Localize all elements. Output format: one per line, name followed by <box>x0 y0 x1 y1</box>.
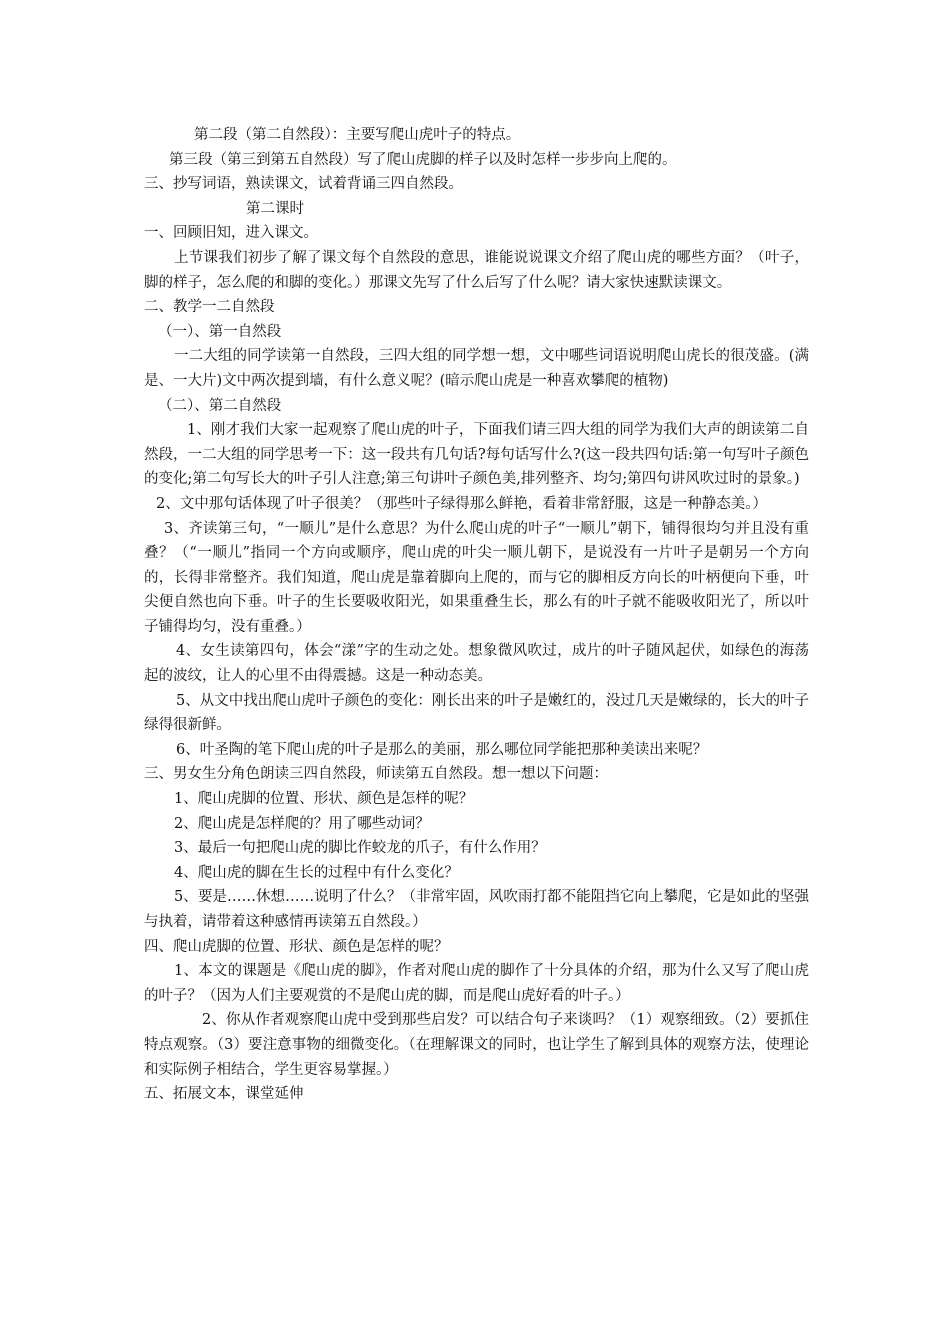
question-2-how-climb: 2、爬山虎是怎样爬的？用了哪些动词？ <box>174 815 430 832</box>
paragraph-review-question: 上节课我们初步了解了课文每个自然段的意思，谁能说说课文介绍了爬山虎的哪些方面？（叶子，脚的样子，怎么爬的和脚的变化。）那课文先写了什么后写了什么呢？请大家快速默读课文。 <box>144 249 809 291</box>
question-4-foot-change: 4、爬山虎的脚在生长的过程中有什么变化？ <box>174 864 459 881</box>
heading-teach-paragraphs-1-2: 二、教学一二自然段 <box>144 299 275 316</box>
paragraph-section-2-summary: 第二段（第二自然段）：主要写爬山虎叶子的特点。 <box>194 127 521 143</box>
item-1-lesson-title: 1、本文的课题是《爬山虎的脚》，作者对爬山虎的脚作了十分具体的介绍，那为什么又写了爬山虎的叶子？（因为人们主要观赏的不是爬山虎的脚，而是爬山虎好看的叶子。） <box>144 963 809 1004</box>
item-4-yang-character: 4、女生读第四句，体会“漾”字的生动之处。想象微风吹过，成片的叶子随风起伏，如绿色的海荡起的波纹，让人的心里不由得震撼。这是一种动态美。 <box>144 643 809 685</box>
heading-second-lesson: 第二课时 <box>246 200 304 217</box>
item-2-inspiration: 2、你从作者观察爬山虎中受到那些启发？可以结合句子来谈吗？（1）观察细致。（2）要抓住特点观察。（3）要注意事物的细微变化。（在理解课文的同时，也让学生了解到具体的观察方法，使理论和实际例子相结合，学生更容易掌握。） <box>144 1012 809 1078</box>
heading-role-reading: 三、男女生分角色朗读三四自然段，师读第五自然段。想一想以下问题： <box>144 766 608 783</box>
document-body <box>144 123 809 1107</box>
paragraph-1-discussion: 一二大组的同学读第一自然段，三四大组的同学想一想，文中哪些词语说明爬山虎长的很茂盛。(满是、一大片)文中两次提到墙，有什么意义呢？(暗示爬山虎是一种喜欢攀爬的植物) <box>144 348 809 389</box>
item-3-yishunr: 3、齐读第三句，“一顺儿”是什么意思？为什么爬山虎的叶子“一顺儿”朝下，铺得很均匀并且没有重叠？（“一顺儿”指同一个方向或顺序，爬山虎的叶尖一顺儿朝下，是说没有一片叶子是朝另一个方向的，长得非常整齐。我们知道，爬山虎是靠着脚向上爬的，而与它的脚相反方向长的叶柄便向下垂，叶尖便自然也向下垂。叶子的生长要吸收阳光，如果重叠生长，那么有的叶子就不能吸收阳光了，所以叶子铺得均匀，没有重叠。） <box>144 520 809 635</box>
item-1-observe-leaves: 1、刚才我们大家一起观察了爬山虎的叶子，下面我们请三四大组的同学为我们大声的朗读第二自然段，一二大组的同学思考一下：这一段共有几句话?每句话写什么?(这一段共四句话:第一句写叶子颜色的变化;第二句写长大的叶子引人注意;第三句讲叶子颜色美,排列整齐、均匀;第四句讲风吹过时的景象。) <box>144 422 809 488</box>
question-5-yaoshi-xiuxiang: 5、要是……休想……说明了什么？（非常牢固，风吹雨打都不能阻挡它向上攀爬，它是如此的坚强与执着，请带着这种感情再读第五自然段。） <box>144 889 809 930</box>
heading-homework: 三、抄写词语，熟读课文，试着背诵三四自然段。 <box>144 176 463 193</box>
subheading-paragraph-2: （二）、第二自然段 <box>158 397 282 414</box>
item-6-read-aloud: 6、叶圣陶的笔下爬山虎的叶子是那么的美丽，那么哪位同学能把那种美读出来呢？ <box>176 741 708 758</box>
heading-extension: 五、拓展文本，课堂延伸 <box>144 1086 304 1103</box>
paragraph-section-3-summary: 第三段（第三到第五自然段）写了爬山虎脚的样子以及时怎样一步步向上爬的。 <box>169 151 677 168</box>
heading-review: 一、回顾旧知，进入课文。 <box>144 225 318 242</box>
item-5-leaf-color-change: 5、从文中找出爬山虎叶子颜色的变化：刚长出来的叶子是嫩红的，没过几天是嫩绿的，长大的叶子绿得很新鲜。 <box>144 692 809 734</box>
question-3-dragon-claw: 3、最后一句把爬山虎的脚比作蛟龙的爪子，有什么作用？ <box>174 840 546 857</box>
heading-foot-position: 四、爬山虎脚的位置、形状、颜色是怎样的呢？ <box>144 938 449 955</box>
question-1-foot-position: 1、爬山虎脚的位置、形状、颜色是怎样的呢？ <box>174 791 474 808</box>
subheading-paragraph-1: （一）、第一自然段 <box>158 323 282 340</box>
item-2-beautiful-leaves: 2、文中那句话体现了叶子很美？（那些叶子绿得那么鲜艳，看着非常舒服，这是一种静态美。） <box>156 495 767 512</box>
